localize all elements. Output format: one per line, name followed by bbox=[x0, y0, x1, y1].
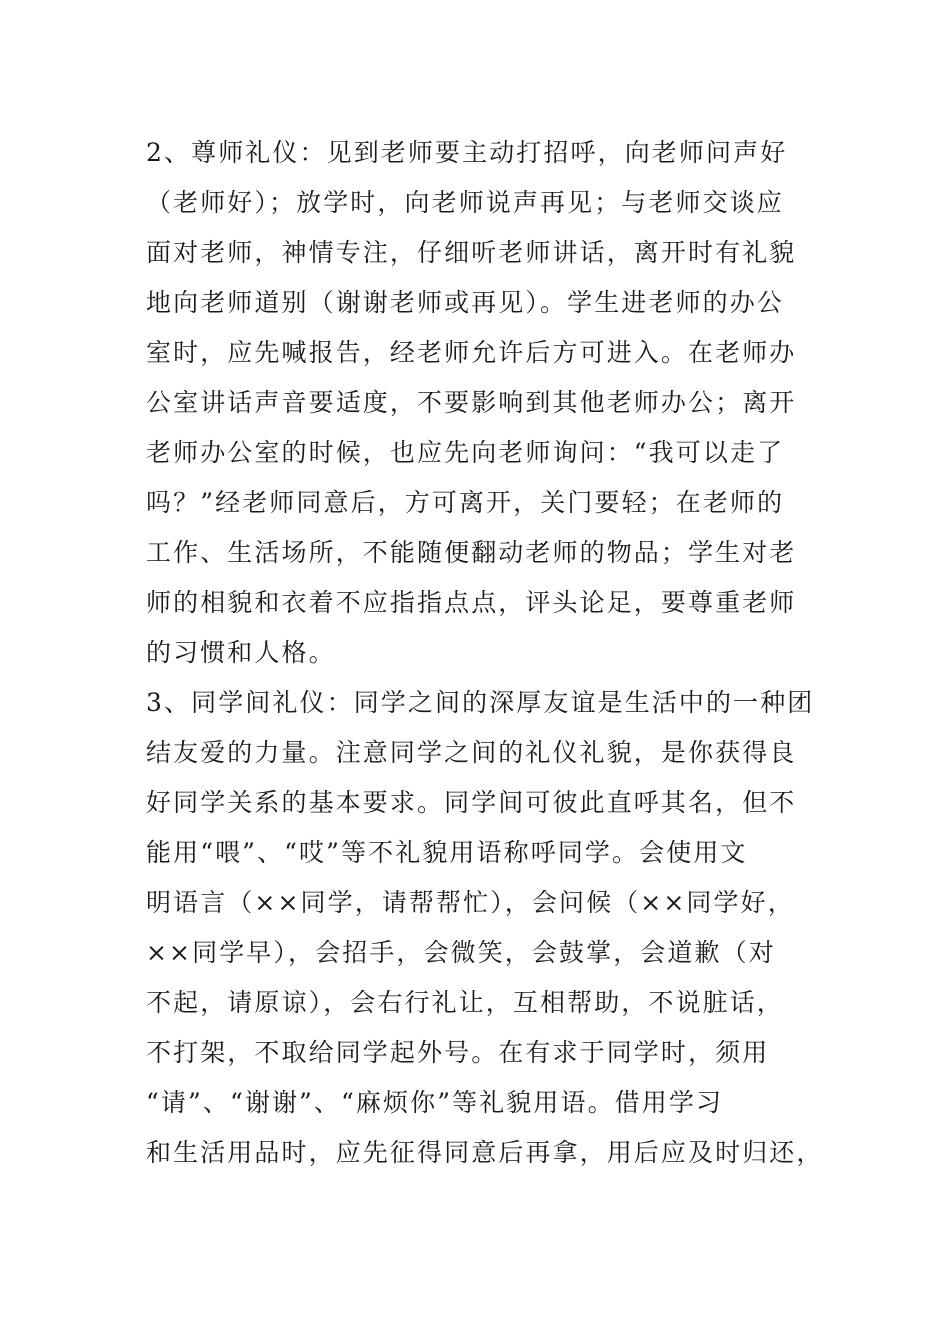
paragraph-respect-teachers-etiquette bbox=[146, 128, 796, 678]
text-line: 面对老师，神情专注，仔细听老师讲话，离开时有礼貌 bbox=[146, 238, 797, 267]
text-line: 吗？”经老师同意后，方可离开，关门要轻；在老师的 bbox=[146, 488, 785, 517]
text-line: 明语言（××同学，请帮帮忙），会问候（××同学好， bbox=[146, 888, 795, 917]
text-line: 工作、生活场所，不能随便翻动老师的物品；学生对老 bbox=[146, 538, 797, 567]
text-line: 老师办公室的时候，也应先向老师询问：“我可以走了 bbox=[146, 438, 785, 467]
text-line: 好同学关系的基本要求。同学间可彼此直呼其名，但不 bbox=[146, 788, 797, 817]
text-line: ××同学早），会招手，会微笑，会鼓掌，会道歉（对 bbox=[146, 938, 776, 967]
text-line: 不起，请原谅），会右行礼让，互相帮助，不说脏话， bbox=[146, 988, 784, 1017]
text-line: 2、尊师礼仪：见到老师要主动打招呼，向老师问声好 bbox=[146, 138, 788, 167]
text-line: “请”、“谢谢”、“麻烦你”等礼貌用语。借用学习 bbox=[146, 1088, 724, 1117]
text-line: 室时，应先喊报告，经老师允许后方可进入。在老师办 bbox=[146, 338, 797, 367]
text-line: 师的相貌和衣着不应指指点点，评头论足，要尊重老师 bbox=[146, 588, 797, 617]
text-line: 地向老师道别（谢谢老师或再见）。学生进老师的办公 bbox=[146, 288, 784, 317]
paragraph-classmates-etiquette bbox=[146, 678, 824, 1178]
text-line: 能用“喂”、“哎”等不礼貌用语称呼同学。会使用文 bbox=[146, 838, 748, 867]
text-line: 的习惯和人格。 bbox=[146, 638, 336, 667]
text-line: 不打架，不取给同学起外号。在有求于同学时，须用 bbox=[146, 1038, 770, 1067]
text-line: （老师好）；放学时，向老师说声再见；与老师交谈应 bbox=[146, 188, 784, 217]
text-line: 结友爱的力量。注意同学之间的礼仪礼貌，是你获得良 bbox=[146, 738, 797, 767]
text-line: 3、同学间礼仪：同学之间的深厚友谊是生活中的一种团 bbox=[146, 688, 815, 717]
text-line: 和生活用品时，应先征得同意后再拿，用后应及时归还， bbox=[146, 1138, 824, 1167]
text-line: 公室讲话声音要适度，不要影响到其他老师办公；离开 bbox=[146, 388, 797, 417]
